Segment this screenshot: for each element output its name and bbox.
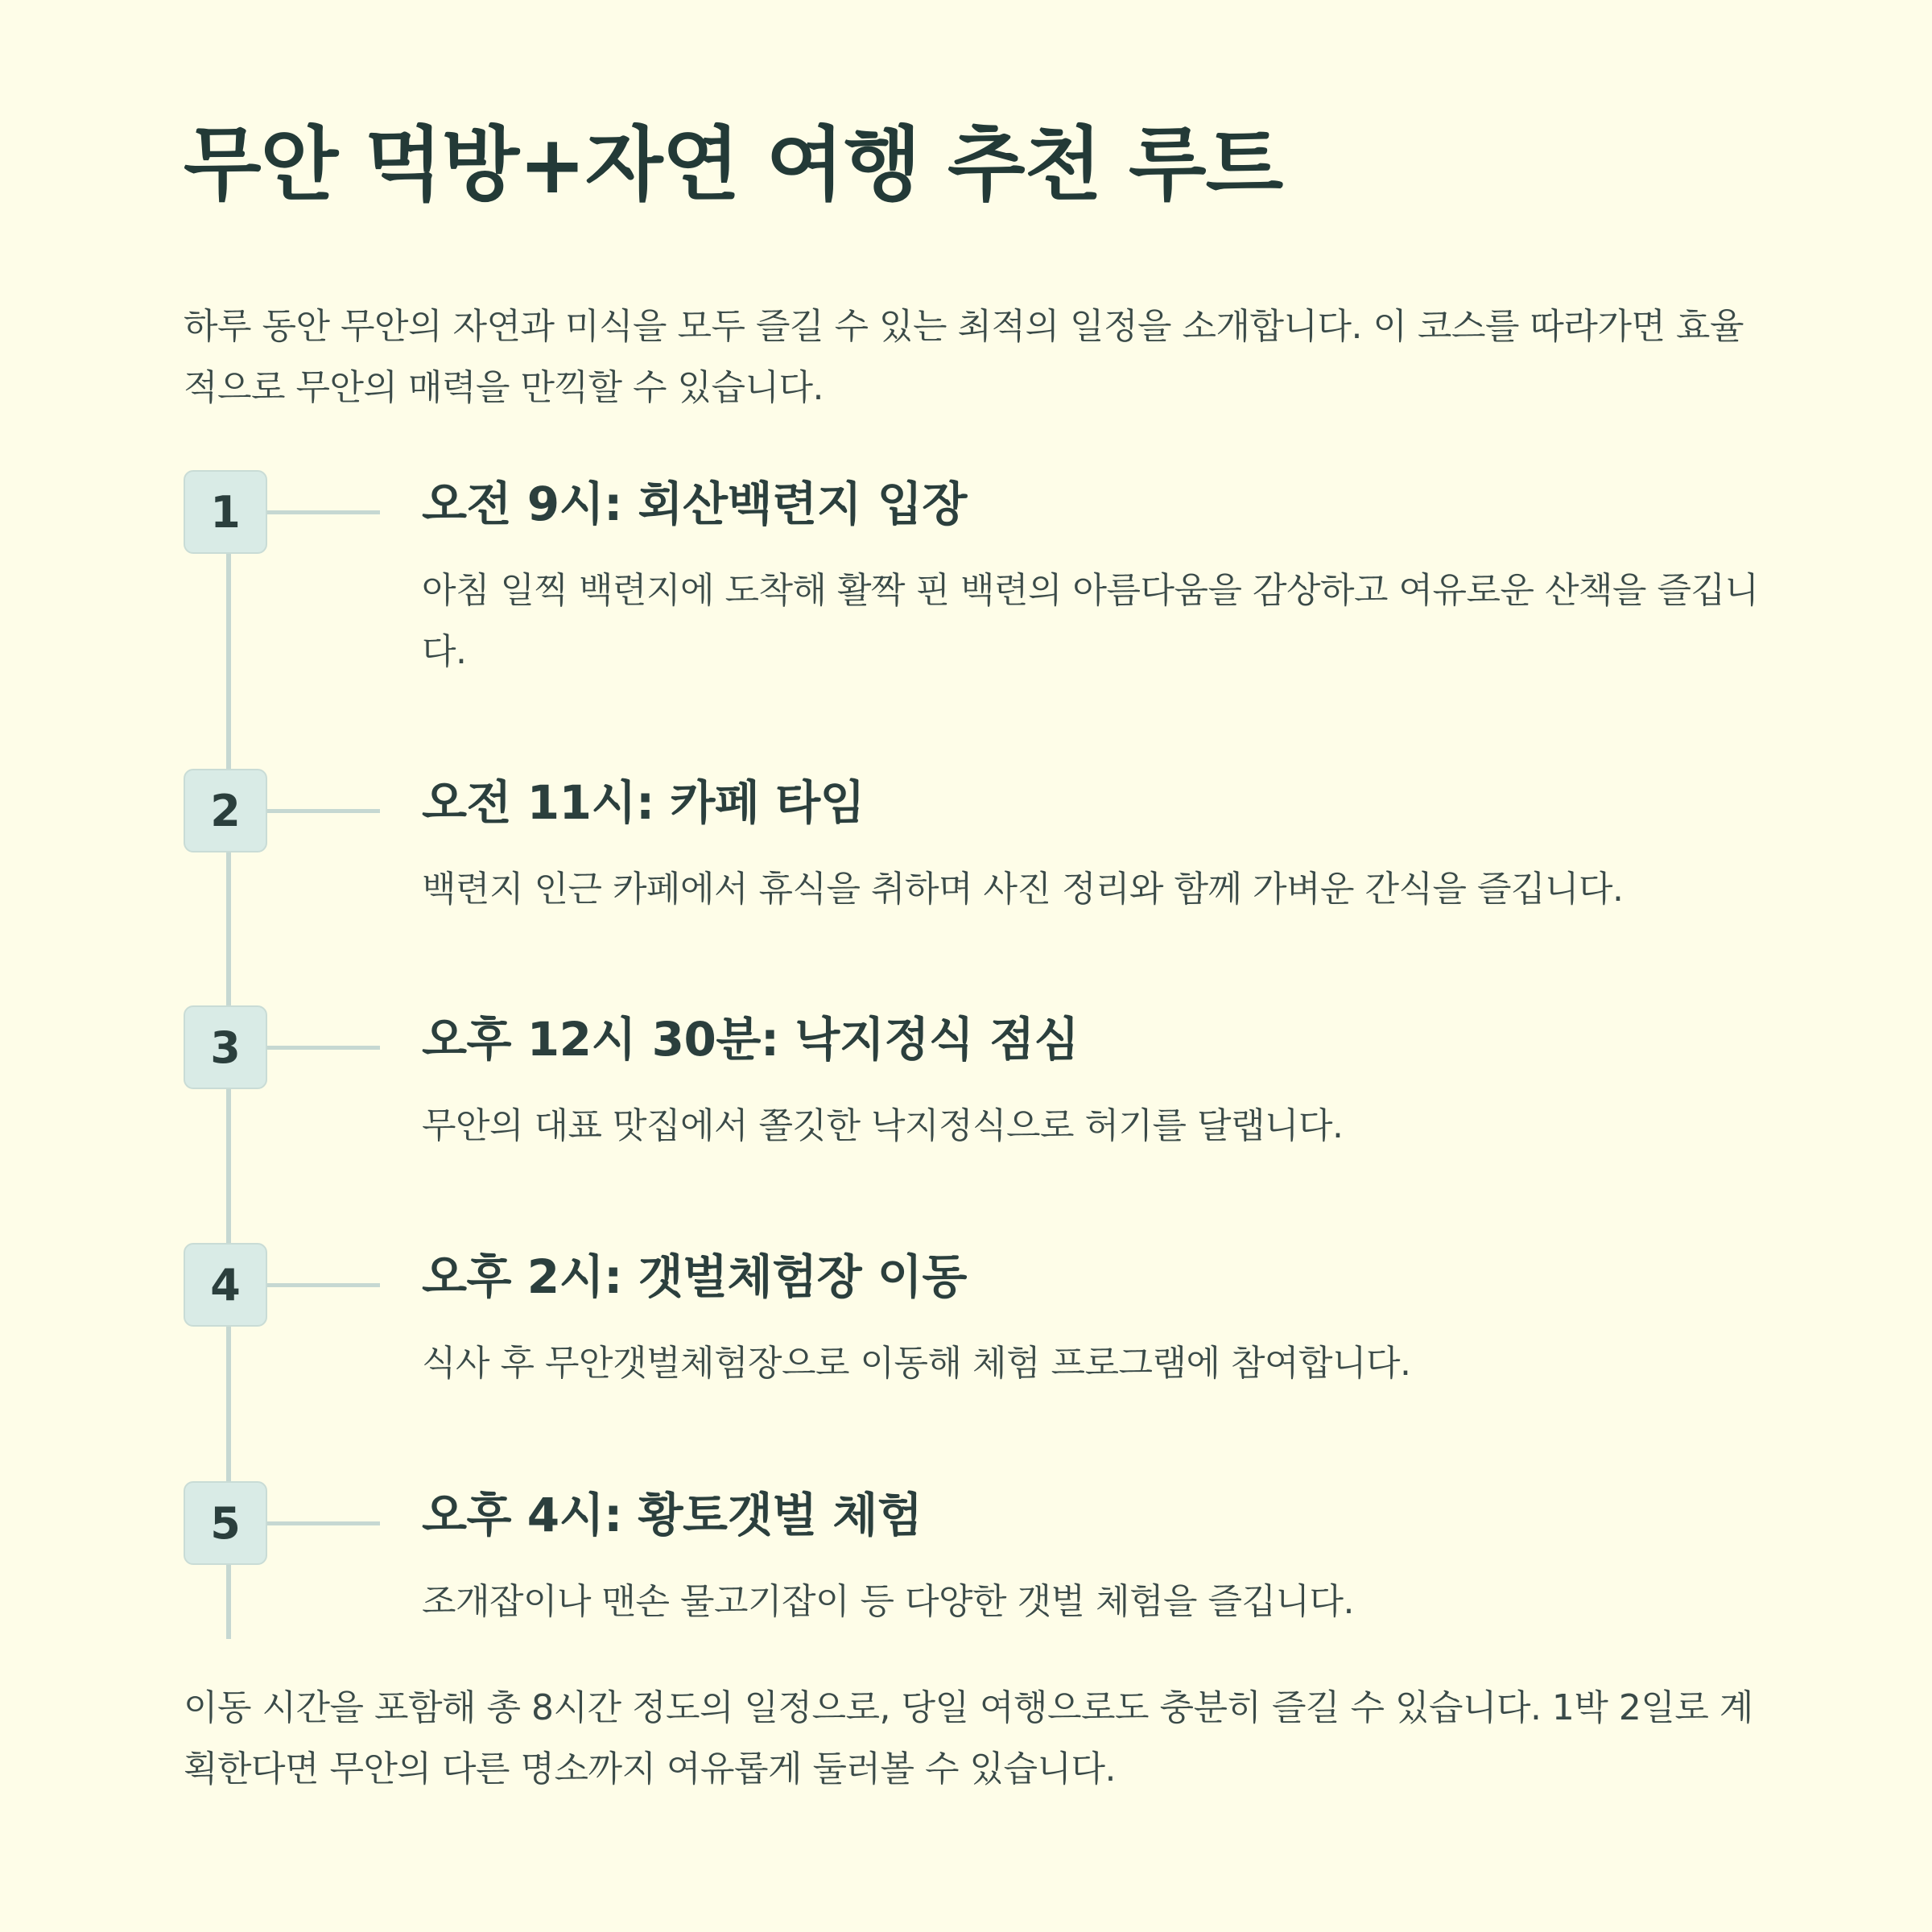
step-description: 무안의 대표 맛집에서 쫄깃한 낙지정식으로 허기를 달랩니다. [422,1105,1344,1146]
step-number-badge: 3 [184,1005,267,1089]
step-number-badge: 5 [184,1481,267,1565]
step-title: 오전 9시: 회산백련지 입장 [422,477,967,531]
page-title: 무안 먹방+자연 여행 추천 루트 [184,118,1283,212]
step-description: 조개잡이나 맨손 물고기잡이 등 다양한 갯벌 체험을 즐깁니다. [422,1581,1354,1622]
step-connector [267,809,380,813]
step-connector [267,1283,380,1287]
step-title: 오후 4시: 황토갯벌 체험 [422,1488,923,1542]
step-description: 백련지 인근 카페에서 휴식을 취하며 사진 정리와 함께 가벼운 간식을 즐깁니다. [422,869,1624,910]
step-title: 오후 12시 30분: 낙지정식 점심 [422,1012,1080,1067]
step-number-badge: 1 [184,470,267,554]
step-connector [267,510,380,514]
step-description: 아침 일찍 백련지에 도착해 활짝 핀 백련의 아름다움을 감상하고 여유로운 산책을 즐깁니다. [422,570,1759,672]
step-title: 오전 11시: 카페 타임 [422,775,865,830]
step-connector [267,1046,380,1050]
outro-paragraph: 이동 시간을 포함해 총 8시간 정도의 일정으로, 당일 여행으로도 충분히 즐길 수 있습니다. 1박 2일로 계획한다면 무안의 다른 명소까지 여유롭게 둘러볼 수 있습니다. [184,1687,1753,1790]
step-connector [267,1521,380,1525]
step-number-badge: 4 [184,1243,267,1327]
step-number-badge: 2 [184,769,267,852]
step-title: 오후 2시: 갯벌체험장 이동 [422,1249,967,1304]
step-description: 식사 후 무안갯벌체험장으로 이동해 체험 프로그램에 참여합니다. [422,1343,1411,1384]
intro-paragraph: 하루 동안 무안의 자연과 미식을 모두 즐길 수 있는 최적의 일정을 소개합니다. 이 코스를 따라가면 효율적으로 무안의 매력을 만끽할 수 있습니다. [184,306,1744,408]
itinerary-page [184,0,1761,1932]
